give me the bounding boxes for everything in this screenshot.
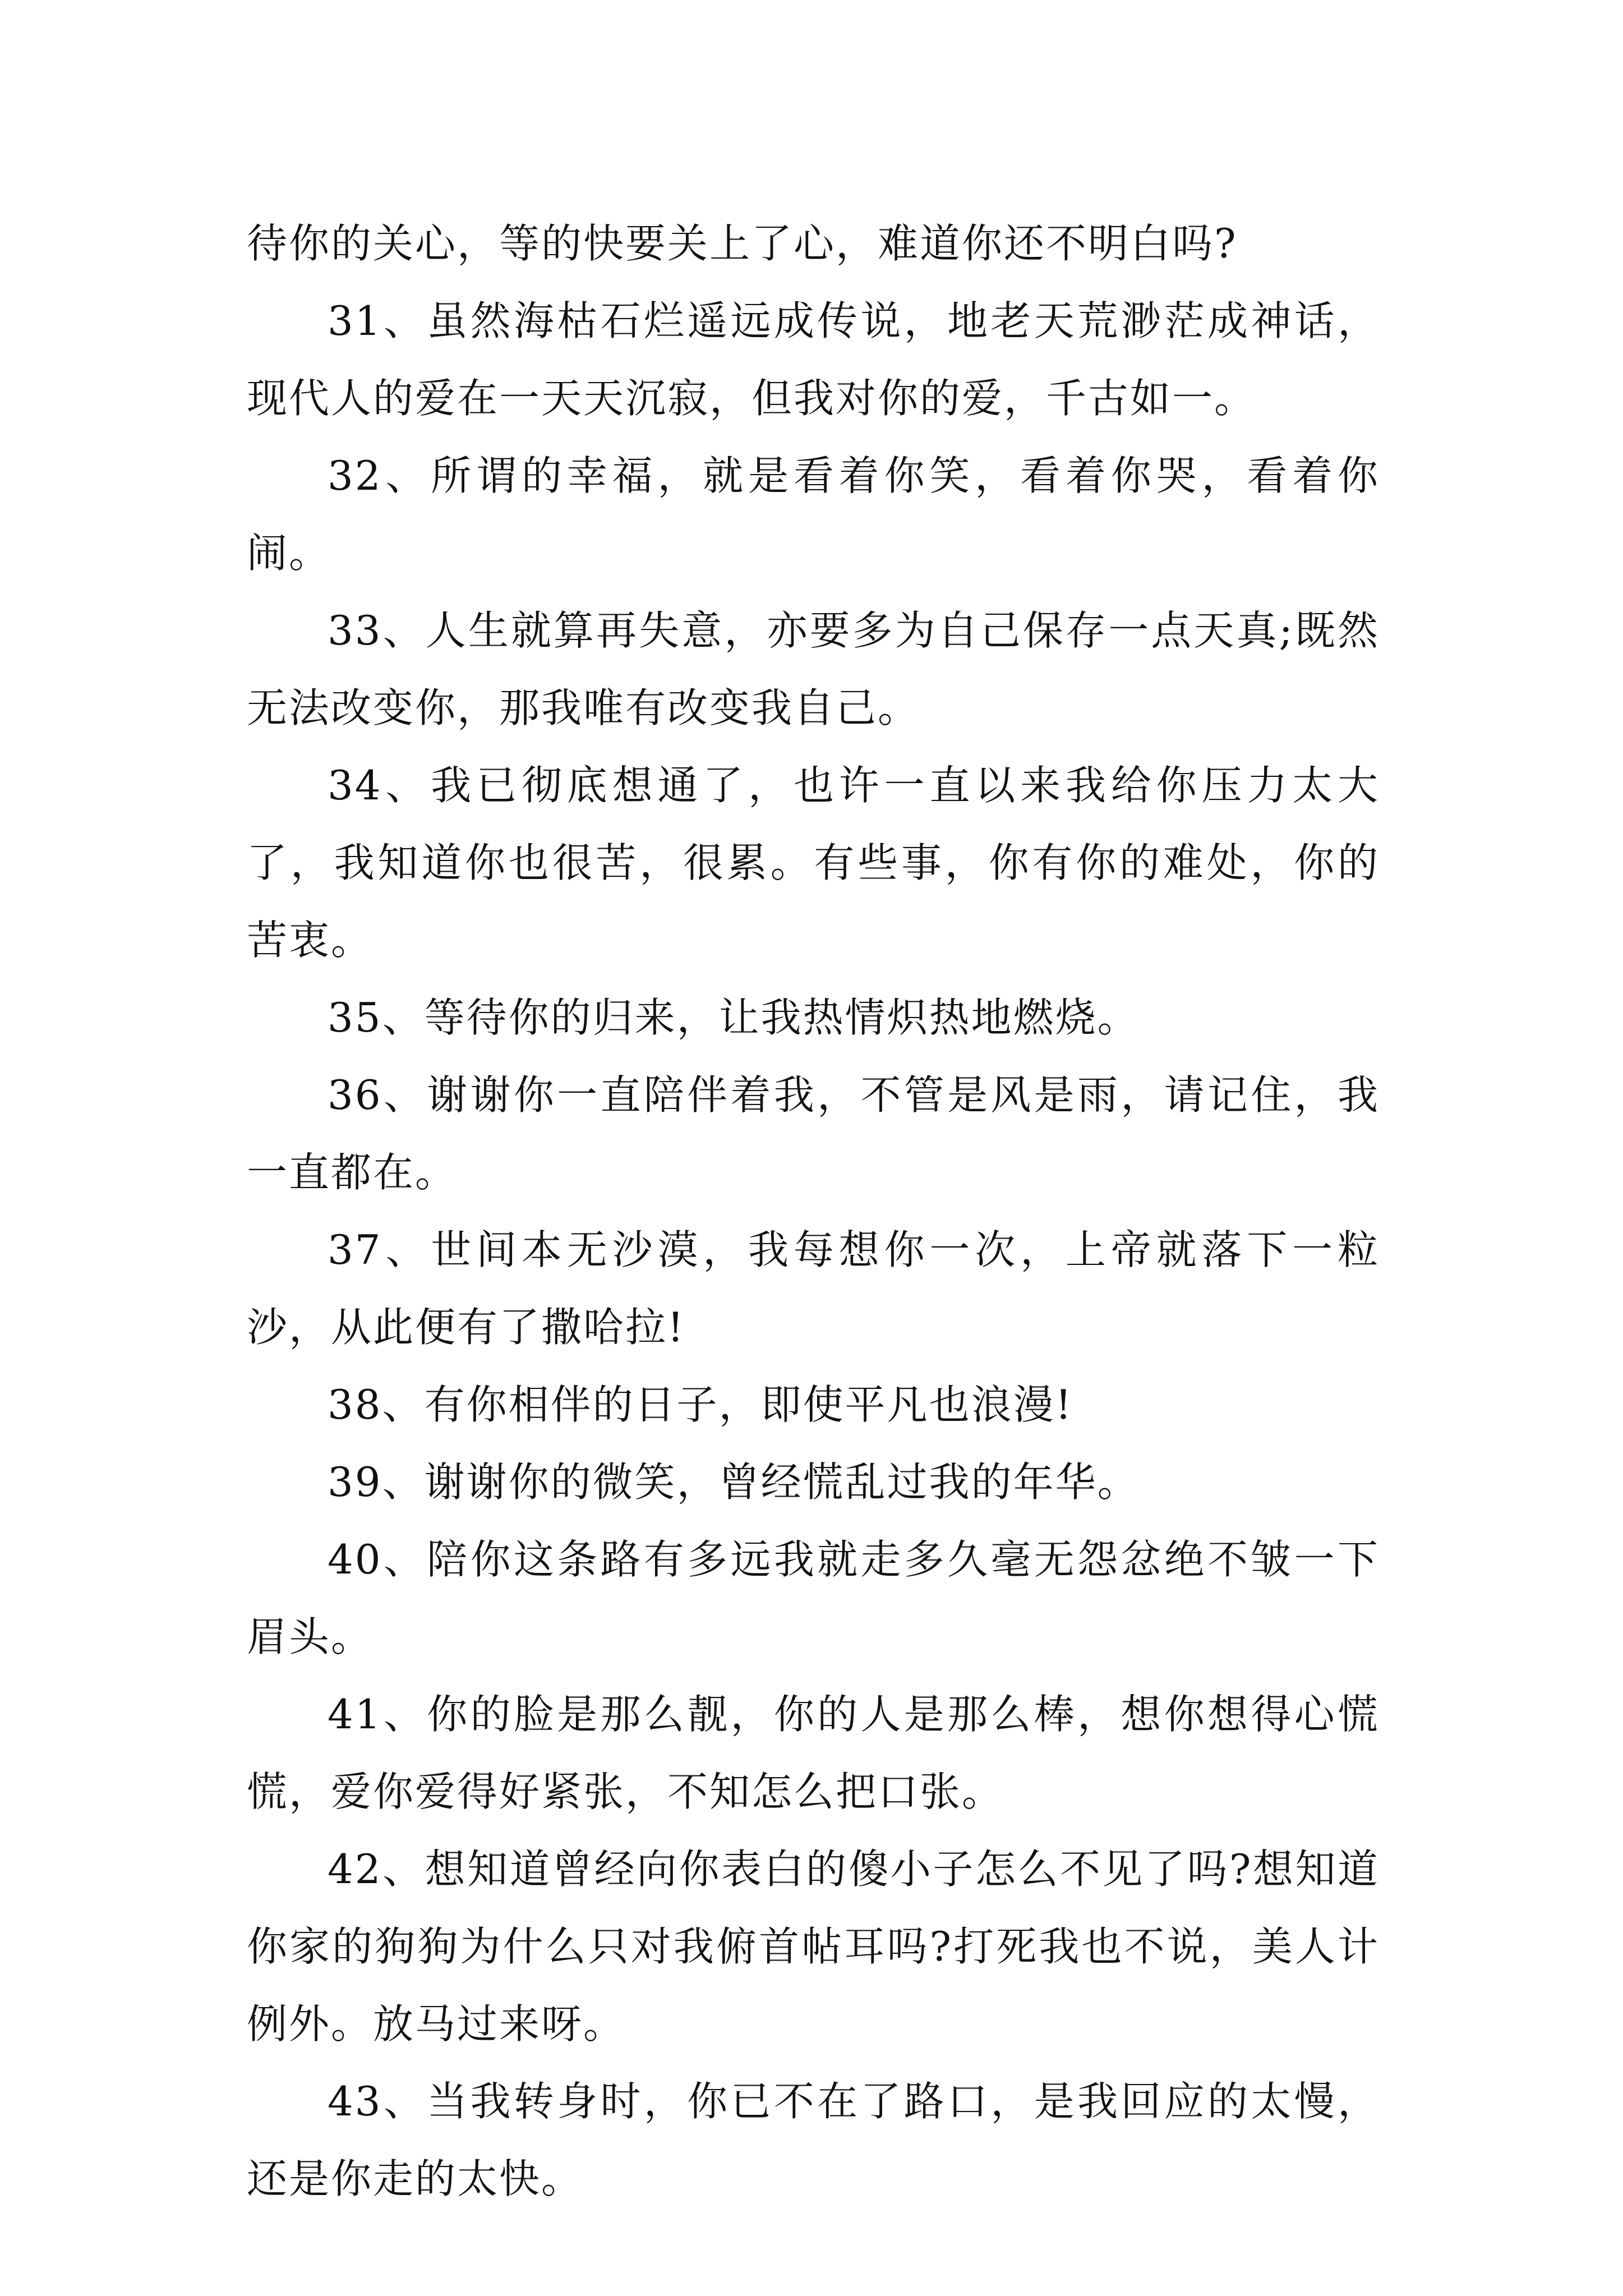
paragraph-41: 41、你的脸是那么靓，你的人是那么棒，想你想得心慌慌，爱你爱得好紧张，不知怎么把口张。	[247, 1691, 1380, 1815]
paragraph-32: 32、所谓的幸福，就是看着你笑，看着你哭，看着你闹。	[247, 452, 1380, 577]
paragraph-33: 33、人生就算再失意，亦要多为自己保存一点天真;既然无法改变你，那我唯有改变我自己。	[247, 607, 1380, 731]
document-body	[247, 205, 1380, 2217]
paragraph-40: 40、陪你这条路有多远我就走多久毫无怨忿绝不皱一下眉头。	[247, 1536, 1380, 1660]
paragraph-34: 34、我已彻底想通了，也许一直以来我给你压力太大了，我知道你也很苦，很累。有些事，你有你的难处，你的苦衷。	[247, 762, 1380, 964]
paragraph-35: 35、等待你的归来，让我热情炽热地燃烧。	[328, 994, 1140, 1041]
paragraph-38: 38、有你相伴的日子，即使平凡也浪漫!	[328, 1381, 1073, 1428]
paragraph-42: 42、想知道曾经向你表白的傻小子怎么不见了吗?想知道你家的狗狗为什么只对我俯首帖耳吗?打死我也不说，美人计例外。放马过来呀。	[247, 1846, 1380, 2047]
paragraph-37: 37、世间本无沙漠，我每想你一次，上帝就落下一粒沙，从此便有了撒哈拉!	[247, 1226, 1380, 1351]
paragraph-36: 36、谢谢你一直陪伴着我，不管是风是雨，请记住，我一直都在。	[247, 1071, 1380, 1196]
paragraph-continuation: 待你的关心，等的快要关上了心，难道你还不明白吗?	[247, 220, 1238, 267]
paragraph-31: 31、虽然海枯石烂遥远成传说，地老天荒渺茫成神话，现代人的爱在一天天沉寂，但我对你的爱，千古如一。	[247, 297, 1380, 422]
paragraph-43: 43、当我转身时，你已不在了路口，是我回应的太慢，还是你走的太快。	[247, 2078, 1380, 2202]
paragraph-39: 39、谢谢你的微笑，曾经慌乱过我的年华。	[328, 1458, 1140, 1506]
